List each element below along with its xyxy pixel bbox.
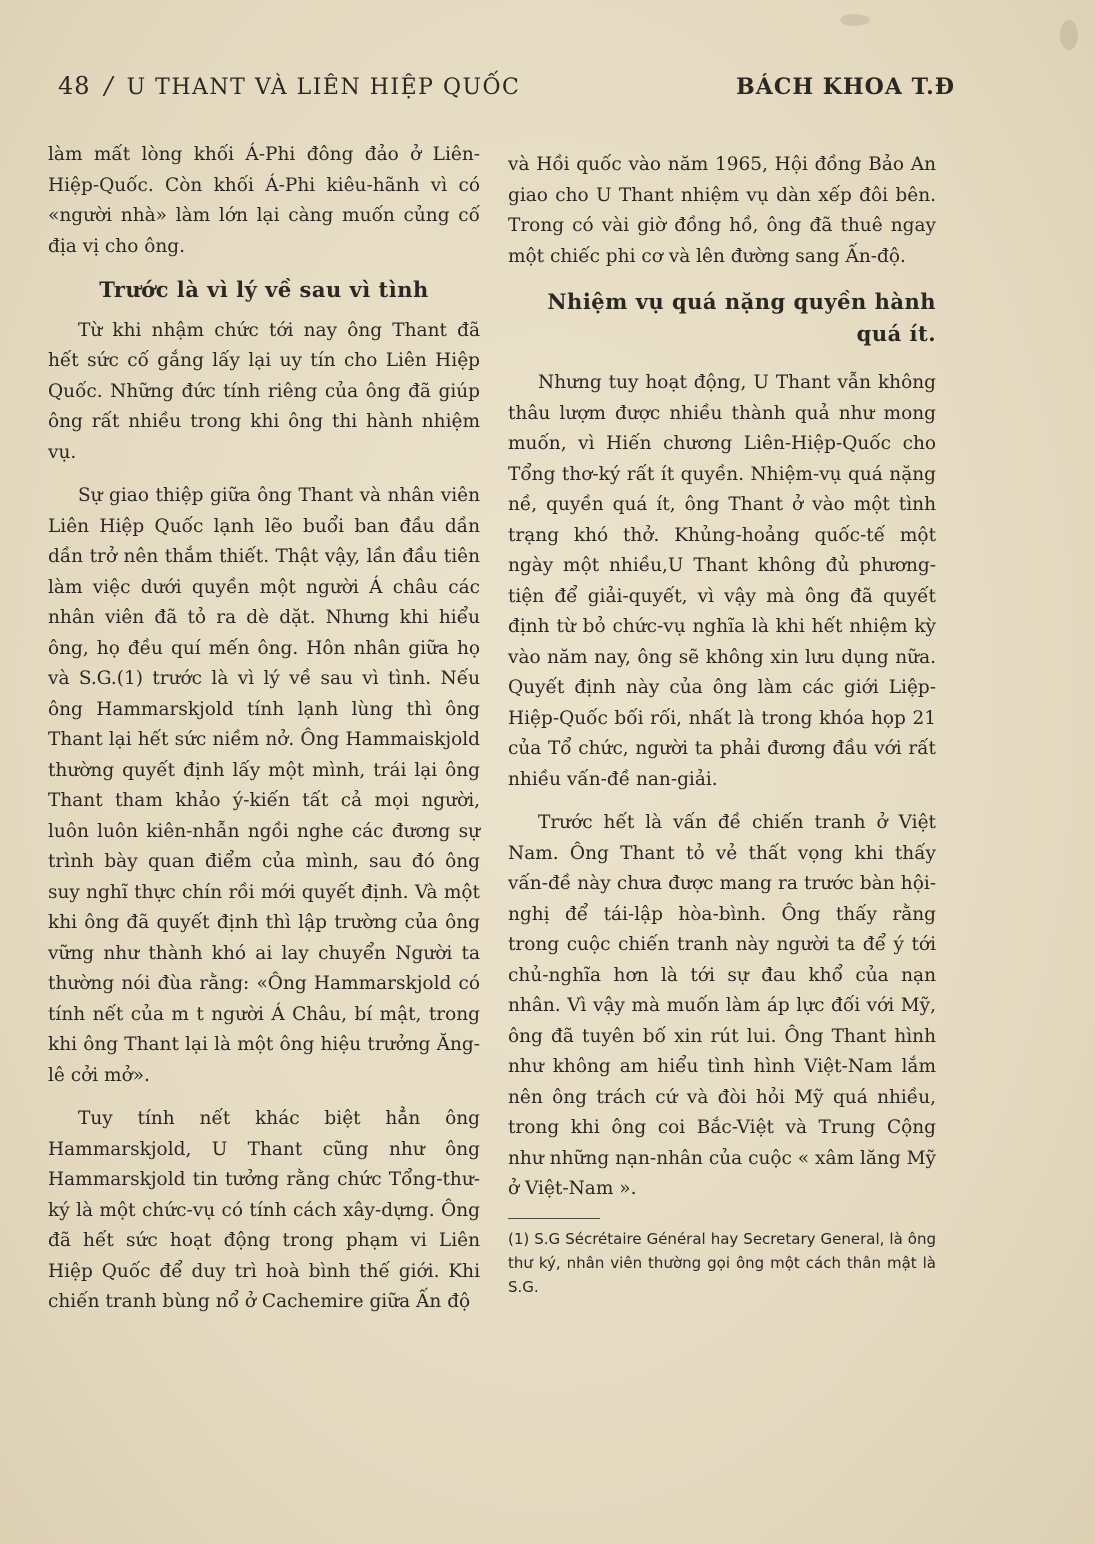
right-column	[508, 150, 936, 1312]
ink-stain	[840, 14, 870, 26]
paragraph: Trước hết là vấn đề chiến tranh ở Việt Nam. Ông Thant tỏ vẻ thất vọng khi thấy vấn-đề này chưa được mang ra trước bàn hội-nghị để tái-lập hòa-bình. Ông thấy rằng trong cuộc chiến tranh này người ta để ý tới chủ-nghĩa hơn là tới sự đau khổ của nạn nhân. Vì vậy mà muốn làm áp lực đối với Mỹ, ông đã tuyên bố xin rút lui. Ông Thant hình như không am hiểu tình hình Việt-Nam lắm nên ông trách cứ và đòi hỏi Mỹ quá nhiều, trong khi ông coi Bắc-Việt và Trung Cộng như những nạn-nhân của cuộc « xâm lăng Mỹ ở Việt-Nam ».	[508, 812, 936, 1199]
paragraph: làm mất lòng khối Á-Phi đông đảo ở Liên-Hiệp-Quốc. Còn khối Á-Phi kiêu-hãnh vì có «người nhà» làm lớn lại càng muốn củng cố địa vị cho ông.	[48, 144, 480, 257]
section-heading: Trước là vì lý về sau vì tình	[99, 277, 429, 302]
footnote-rule	[508, 1218, 600, 1219]
running-title: U THANT VÀ LIÊN HIỆP QUỐC	[126, 75, 521, 100]
paragraph: Tuy tính nết khác biệt hẳn ông Hammarskjold, U Thant cũng như ông Hammarskjold tin tưởng rằng chức Tổng-thư-ký là một chức-vụ có tính cách xây-dựng. Ông đã hết sức hoạt động trong phạm vi Liên Hiệp Quốc để duy trì hoà bình thế giới. Khi chiến tranh bùng nổ ở Cachemire giữa Ấn độ	[48, 1108, 480, 1312]
header-separator: /	[104, 72, 113, 100]
page-number: 48	[58, 72, 91, 100]
paragraph: Nhưng tuy hoạt động, U Thant vẫn không thâu lượm được nhiều thành quả như mong muốn, vì Hiến chương Liên-Hiệp-Quốc cho Tổng thơ-ký rất ít quyền. Nhiệm-vụ quá nặng nề, quyền quá ít, ông Thant ở vào một tình trạng khó thở. Khủng-hoảng quốc-tế một ngày một nhiều,U Thant không đủ phương-tiện để giải-quyết, vì vậy mà ông đã quyết định từ bỏ chức-vụ nghĩa là khi hết nhiệm kỳ vào năm nay, ông sẽ không xin lưu dụng nữa. Quyết định này của ông làm các giới Liệp-Hiệp-Quốc bối rối, nhất là trong khóa họp 21 của Tổ chức, người ta phải đương đầu với rất nhiều vấn-đề nan-giải.	[508, 372, 936, 790]
paragraph: và Hồi quốc vào năm 1965, Hội đồng Bảo An giao cho U Thant nhiệm vụ dàn xếp đôi bên. Trong có vài giờ đồng hồ, ông đã thuê ngay một chiếc phi cơ và lên đường sang Ấn-độ.	[508, 154, 936, 267]
running-header	[58, 72, 955, 112]
paragraph: Từ khi nhậm chức tới nay ông Thant đã hết sức cố gắng lấy lại uy tín cho Liên Hiệp Quốc. Những đức tính riêng của ông đã giúp ông rất nhiều trong khi ông thi hành nhiệm vụ.	[48, 319, 480, 463]
left-column	[48, 140, 480, 1331]
magazine-name: BÁCH KHOA T.Đ	[736, 74, 955, 100]
footnote: (1) S.G Sécrétaire Général hay Secretary General, là ông thư ký, nhân viên thường gọi ông một cách thân mật là S.G.	[508, 1229, 936, 1296]
section-heading: Nhiệm vụ quá nặng quyền hành quá ít.	[547, 289, 936, 346]
paragraph: Sự giao thiệp giữa ông Thant và nhân viên Liên Hiệp Quốc lạnh lẽo buổi ban đầu dần dần trở nên thắm thiết. Thật vậy, lần đầu tiên làm việc dưới quyền một người Á châu các nhân viên đã tỏ ra dè dặt. Nhưng khi hiểu ông, họ đều quí mến ông. Hôn nhân giữa họ và S.G.(1) trước là vì lý về sau vì tình. Nếu ông Hammarskjold tính lạnh lùng thì ông Thant lại hết sức niềm nở. Ông Hammaiskjold thường quyết định lấy một mình, trái lại ông Thant tham khảo ý-kiến tất cả mọi người, luôn luôn kiên-nhẫn ngồi nghe các đương sự trình bày quan điểm của mình, sau đó ông suy nghĩ thực chín rồi mới quyết định. Và một khi ông đã quyết định thì lập trường của ông vững như thành khó ai lay chuyển Người ta thường nói đùa rằng: «Ông Hammarskjold có tính nết của m t người Á Châu, bí mật, trong khi ông Thant lại là một ông hiệu trưởng Ăng-lê cởi mở».	[48, 485, 480, 1086]
ink-stain	[1060, 20, 1078, 50]
